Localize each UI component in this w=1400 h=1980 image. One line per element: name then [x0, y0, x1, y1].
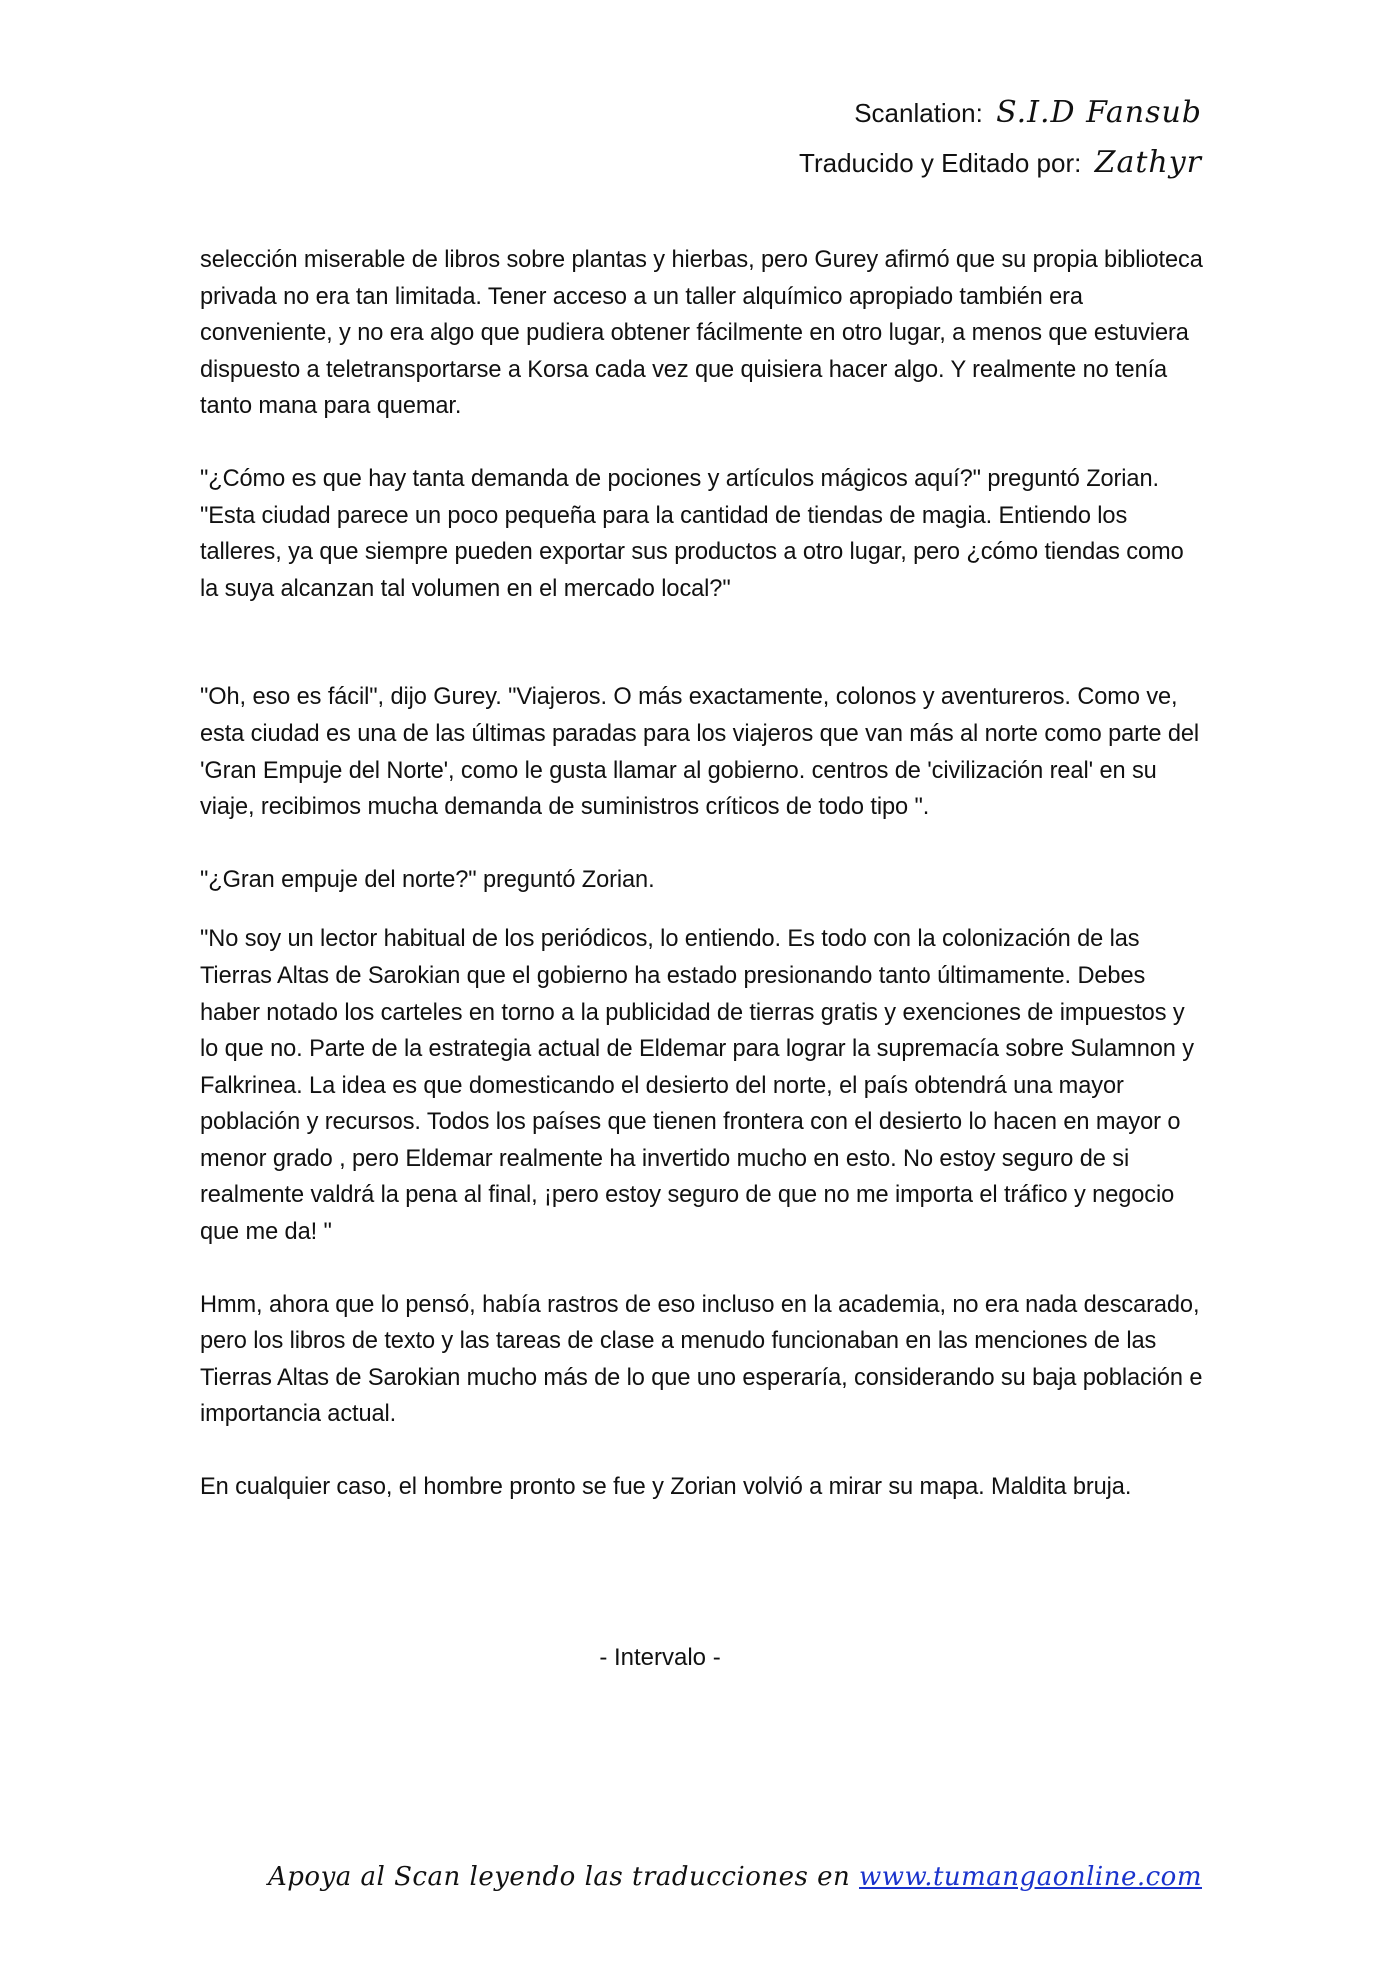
paragraph: selección miserable de libros sobre plantas y hierbas, pero Gurey afirmó que su propia biblioteca privada no era tan limitada. Tener acceso a un taller alquímico apropiado también era conveniente, y no era algo que pudiera obtener fácilmente en otro lugar, a menos que estuviera dispuesto a teletransportarse a Korsa cada vez que quisiera hacer algo. Y realmente no tenía tanto mana para quemar. — [200, 247, 1203, 420]
paragraph: En cualquier caso, el hombre pronto se fue y Zorian volvió a mirar su mapa. Maldita bruja. — [200, 1474, 1132, 1501]
paragraph: Hmm, ahora que lo pensó, había rastros de eso incluso en la academia, no era nada descarado, pero los libros de texto y las tareas de clase a menudo funcionaban en las menciones de las Tierras Altas de Sarokian mucho más de lo que uno esperaría, considerando su baja población e importancia actual. — [200, 1291, 1203, 1428]
section-break: - Intervalo - — [599, 1644, 721, 1671]
paragraph: "Oh, eso es fácil", dijo Gurey. "Viajeros. O más exactamente, colonos y aventureros. Como ve, esta ciudad es una de las últimas paradas para los viajeros que van más al norte como parte del 'Gran Empuje del Norte', como le gusta llamar al gobierno. centros de 'civilización real' en su viaje, recibimos mucha demanda de suministros críticos de todo tipo ". — [200, 684, 1200, 821]
paragraph: "¿Gran empuje del norte?" preguntó Zorian. — [200, 866, 655, 893]
paragraph: "No soy un lector habitual de los periódicos, lo entiendo. Es todo con la colonización de las Tierras Altas de Sarokian que el gobierno ha estado presionando tanto últimamente. Debes haber notado los carteles en torno a la publicidad de tierras gratis y exenciones de impuestos y lo que no. Parte de la estrategia actual de Eldemar para lograr la supremacía sobre Sulamnon y Falkrinea. La idea es que domesticando el desierto del norte, el país obtendrá una mayor población y recursos. Todos los países que tienen frontera con el desierto lo hacen en mayor o menor grado , pero Eldemar realmente ha invertido mucho en esto. No estoy seguro de si realmente valdrá la pena al final, ¡pero estoy seguro de que no me importa el tráfico y negocio que me da! " — [200, 926, 1194, 1246]
scanlation-label: Scanlation: — [854, 98, 983, 128]
scanlation-group: S.I.D Fansub — [996, 95, 1202, 130]
chapter-body — [200, 242, 1205, 1506]
footer-text: Apoya al Scan leyendo las traducciones en — [268, 1862, 851, 1892]
scanlation-header — [799, 88, 1202, 188]
footer-link[interactable]: www.tumangaonline.com — [859, 1862, 1202, 1892]
translator-credit — [799, 138, 1202, 188]
translator-name: Zathyr — [1094, 145, 1202, 180]
paragraph: "¿Cómo es que hay tanta demanda de pociones y artículos mágicos aquí?" preguntó Zorian. "Esta ciudad parece un poco pequeña para la cantidad de tiendas de magia. Entiendo los talleres, ya que siempre pueden exportar sus productos a otro lugar, pero ¿cómo tiendas como la suya alcanzan tal volumen en el mercado local?" — [200, 465, 1184, 602]
scanlation-credit — [799, 88, 1202, 138]
footer-note — [268, 1862, 1202, 1892]
translator-label: Traducido y Editado por: — [799, 148, 1082, 178]
